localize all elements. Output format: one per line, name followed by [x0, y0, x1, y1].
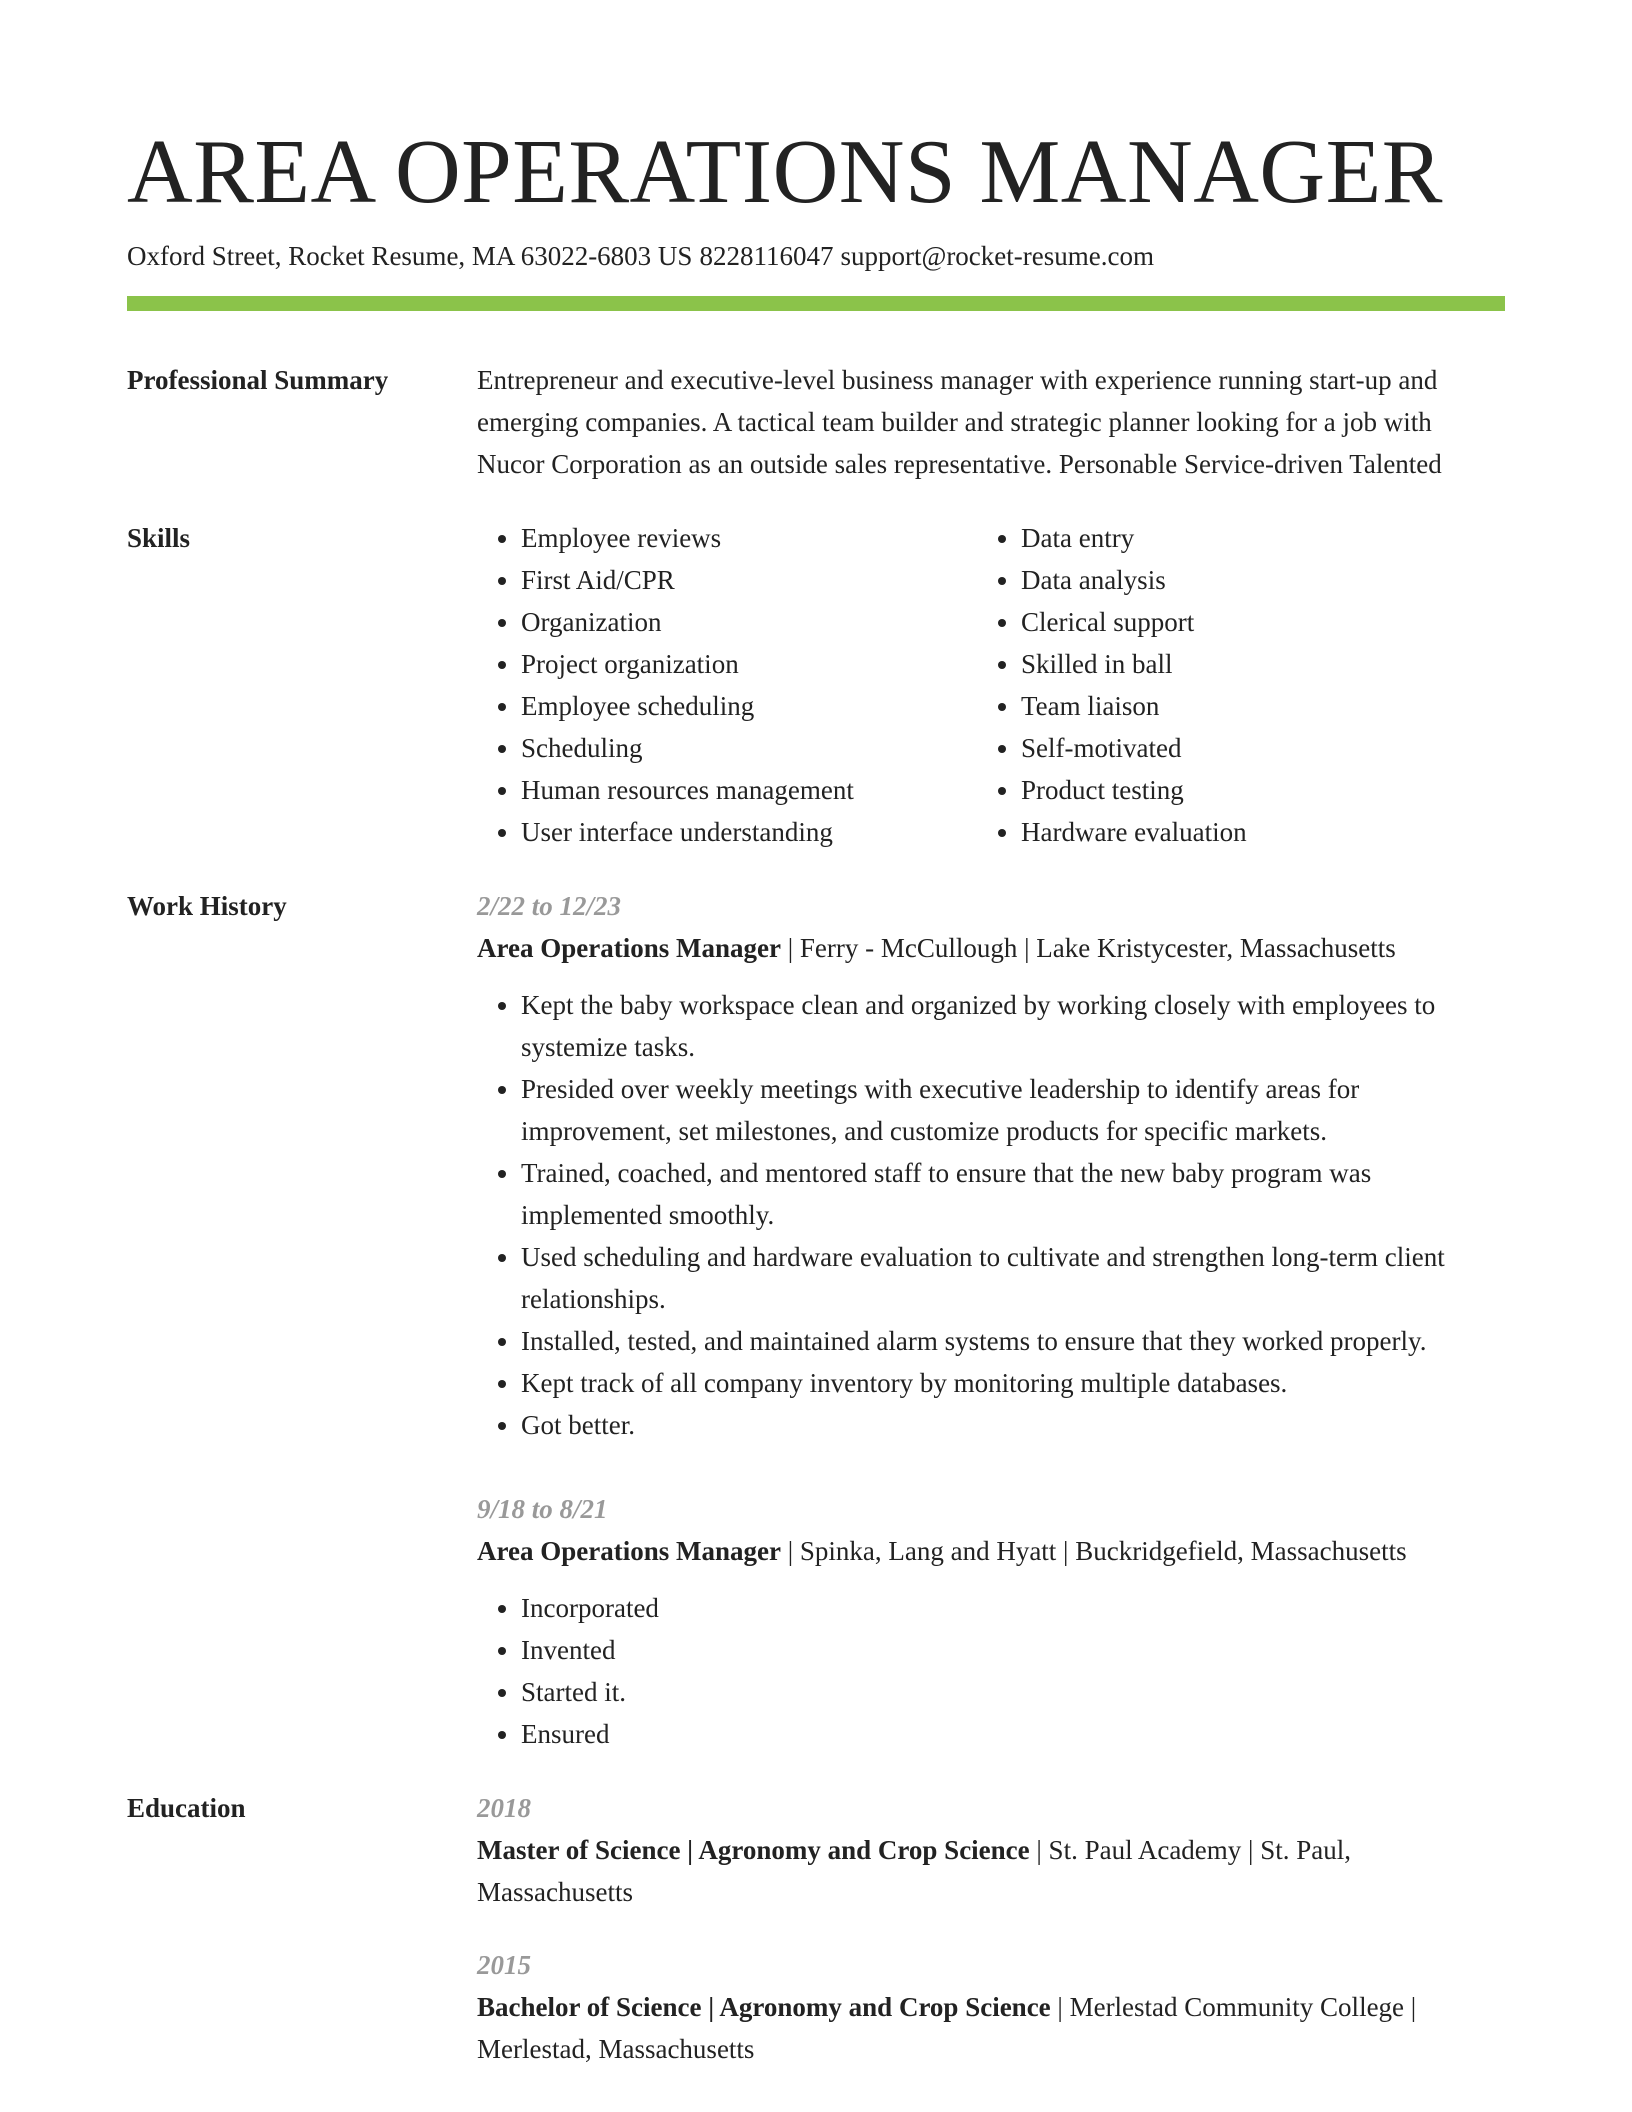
- skill-item: • Data entry: [1021, 517, 1477, 559]
- education-line: [477, 1829, 1505, 1913]
- education-school: | St. Paul Academy | St. Paul, Massachusetts: [477, 1835, 1351, 1907]
- contact-phone: 8228116047: [699, 241, 834, 271]
- header-divider: [127, 296, 1505, 311]
- resume-name: AREA OPERATIONS MANAGER: [127, 121, 1443, 222]
- education-entry: [477, 1944, 1505, 2070]
- job-dates: 2/22 to 12/23: [477, 891, 622, 921]
- contact-address: Oxford Street, Rocket Resume, MA 63022-6803 US: [127, 241, 693, 271]
- skill-item: • Employee scheduling: [521, 685, 977, 727]
- skill-item: • Clerical support: [1021, 601, 1477, 643]
- skills-column-left: [477, 517, 977, 853]
- job-title: Area Operations Manager: [477, 1536, 781, 1566]
- skill-item: • Skilled in ball: [1021, 643, 1477, 685]
- job-bullet: • Presided over weekly meetings with executive leadership to identify areas for improvement, set milestones, and customize products for specific markets.: [521, 1068, 1505, 1152]
- job-employer: | Ferry - McCullough | Lake Kristycester, Massachusetts: [780, 933, 1396, 963]
- skills-column-right: [977, 517, 1477, 853]
- education-line: [477, 1986, 1505, 2070]
- skill-item: • Project organization: [521, 643, 977, 685]
- job-entry: [477, 1488, 1505, 1755]
- job-bullet: • Trained, coached, and mentored staff to ensure that the new baby program was implemented smoothly.: [521, 1152, 1505, 1236]
- education-entry: [477, 1787, 1505, 1913]
- skills-list-left: [477, 517, 977, 853]
- job-title-line: [477, 1530, 1505, 1572]
- job-bullet-list: [477, 1587, 1505, 1755]
- skill-item: • Scheduling: [521, 727, 977, 769]
- job-bullet: • Installed, tested, and maintained alarm systems to ensure that they worked properly.: [521, 1320, 1505, 1362]
- skills-section: [127, 517, 1505, 853]
- work-history-heading: Work History: [127, 891, 287, 921]
- skill-item: • User interface understanding: [521, 811, 977, 853]
- skill-item: • Team liaison: [1021, 685, 1477, 727]
- skill-item: • Hardware evaluation: [1021, 811, 1477, 853]
- job-employer: | Spinka, Lang and Hyatt | Buckridgefield, Massachusetts: [780, 1536, 1407, 1566]
- job-bullet: • Kept track of all company inventory by monitoring multiple databases.: [521, 1362, 1505, 1404]
- skills-heading: Skills: [127, 523, 191, 553]
- job-dates: 9/18 to 8/21: [477, 1494, 608, 1524]
- job-entry: [477, 885, 1505, 1446]
- work-history-body: [477, 885, 1505, 1755]
- job-bullet: • Ensured: [521, 1713, 1505, 1755]
- skill-item: • Product testing: [1021, 769, 1477, 811]
- summary-text: Entrepreneur and executive-level business manager with experience running start-up and emerging companies. A tactical team builder and strategic planner looking for a job with Nucor Corporation as an outside sales representative. Personable Service-driven Talented: [477, 365, 1442, 479]
- education-year: 2018: [477, 1793, 531, 1823]
- job-bullet: • Invented: [521, 1629, 1505, 1671]
- education-degree: Master of Science | Agronomy and Crop Science: [477, 1835, 1030, 1865]
- education-body: [477, 1787, 1505, 2070]
- education-degree: Bachelor of Science | Agronomy and Crop Science: [477, 1992, 1051, 2022]
- job-bullet: • Got better.: [521, 1404, 1505, 1446]
- skill-item: • Employee reviews: [521, 517, 977, 559]
- skill-item: • Self-motivated: [1021, 727, 1477, 769]
- skill-item: • Organization: [521, 601, 977, 643]
- summary-section: [127, 359, 1505, 485]
- work-history-section: [127, 885, 1505, 1755]
- job-bullet: • Used scheduling and hardware evaluation to cultivate and strengthen long-term client relationships.: [521, 1236, 1505, 1320]
- education-section: [127, 1787, 1505, 2070]
- summary-heading: Professional Summary: [127, 365, 389, 395]
- job-bullet-list: [477, 984, 1505, 1446]
- skill-item: • Human resources management: [521, 769, 977, 811]
- job-bullet: • Incorporated: [521, 1587, 1505, 1629]
- job-bullet: • Started it.: [521, 1671, 1505, 1713]
- skills-columns: [477, 517, 1505, 853]
- skill-item: • Data analysis: [1021, 559, 1477, 601]
- contact-line: [127, 238, 1505, 274]
- job-title: Area Operations Manager: [477, 933, 781, 963]
- contact-email: support@rocket-resume.com: [840, 241, 1154, 271]
- education-year: 2015: [477, 1950, 531, 1980]
- skill-item: • First Aid/CPR: [521, 559, 977, 601]
- job-bullet: • Kept the baby workspace clean and organized by working closely with employees to systemize tasks.: [521, 984, 1505, 1068]
- job-title-line: [477, 927, 1505, 969]
- skills-list-right: [977, 517, 1477, 853]
- education-school: | Merlestad Community College | Merlestad, Massachusetts: [477, 1992, 1417, 2064]
- education-heading: Education: [127, 1793, 246, 1823]
